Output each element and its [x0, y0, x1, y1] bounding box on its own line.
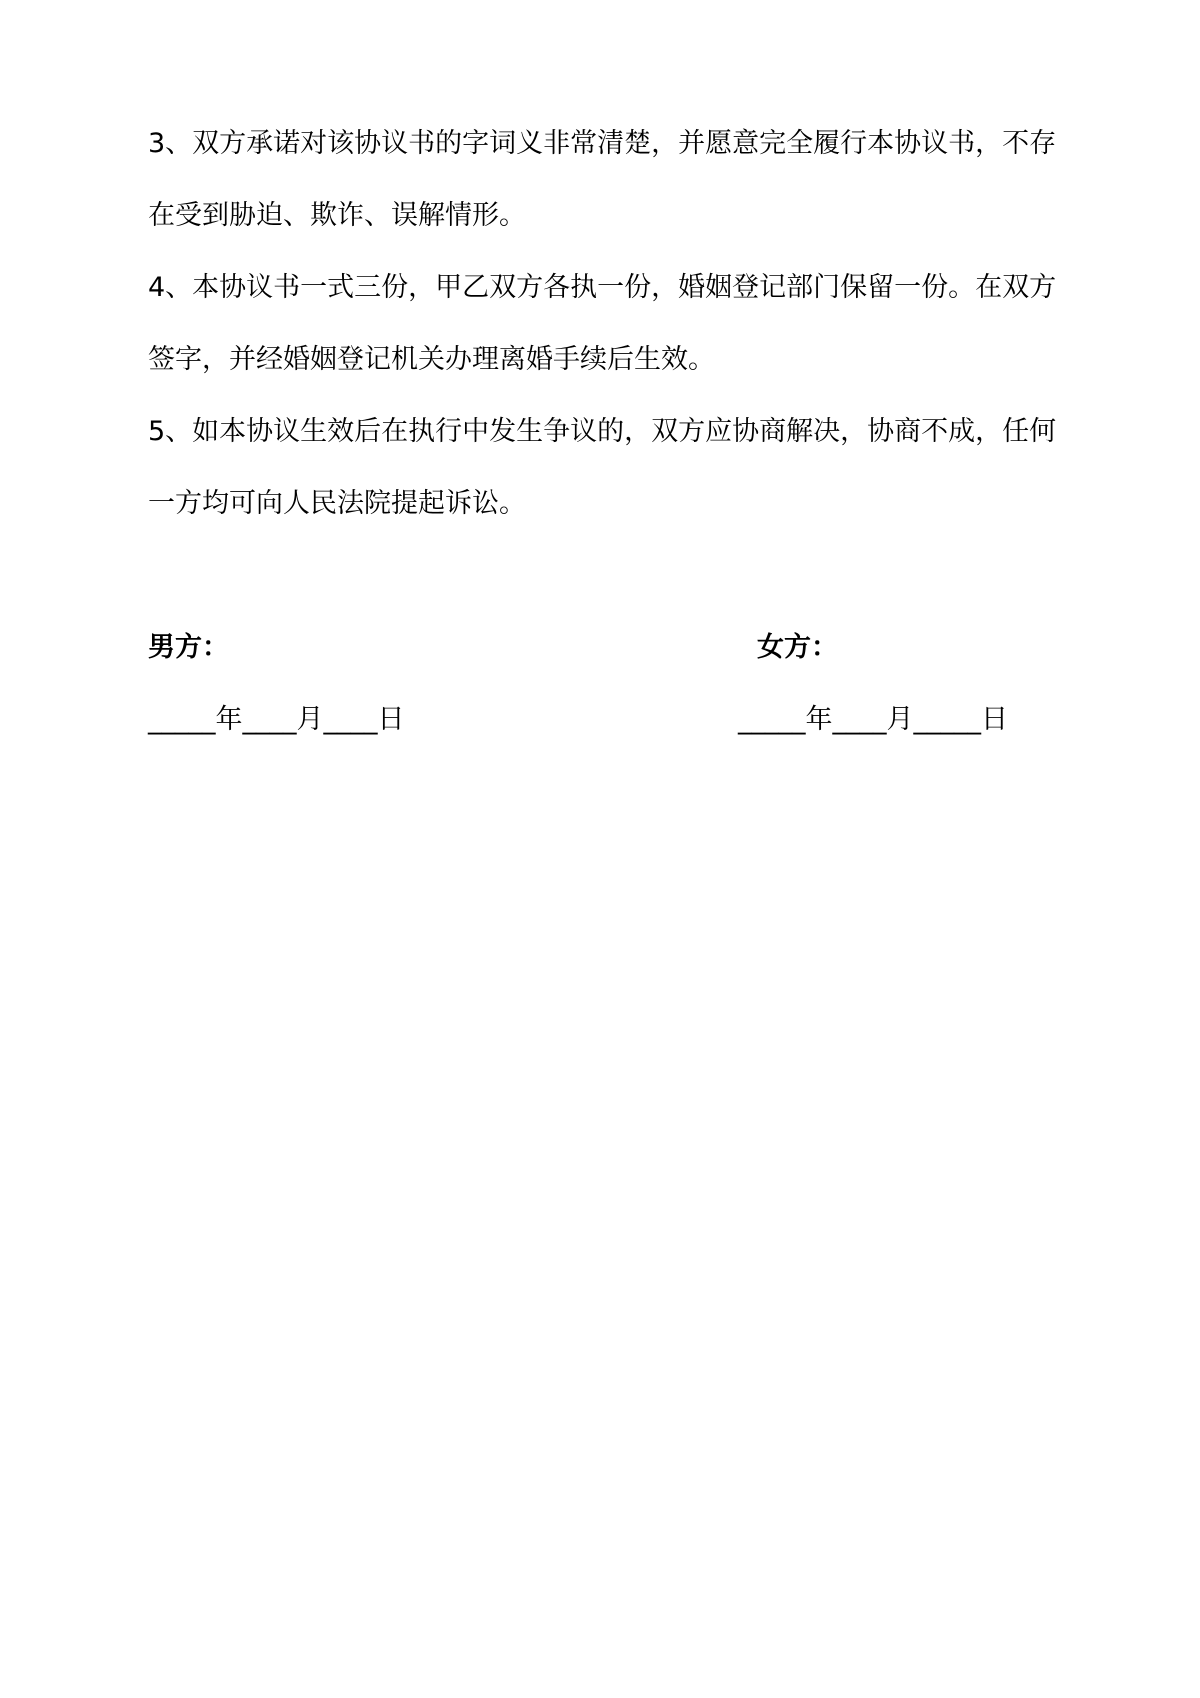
agreement-clauses — [148, 108, 1063, 540]
male-signature-label: 男方： — [148, 632, 229, 663]
male-signature-date: _____年____月____日 — [148, 704, 405, 735]
female-signature-label: 女方： — [757, 632, 838, 663]
clause-3: 3、双方承诺对该协议书的字词义非常清楚，并愿意完全履行本协议书，不存在受到胁迫、欺诈、误解情形。 — [148, 128, 1057, 231]
clause-4: 4、本协议书一式三份，甲乙双方各执一份，婚姻登记部门保留一份。在双方签字，并经婚姻登记机关办理离婚手续后生效。 — [148, 272, 1057, 375]
clause-5: 5、如本协议生效后在执行中发生争议的，双方应协商解决，协商不成，任何一方均可向人民法院提起诉讼。 — [148, 416, 1057, 519]
female-signature-date: _____年____月_____日 — [738, 704, 1008, 735]
